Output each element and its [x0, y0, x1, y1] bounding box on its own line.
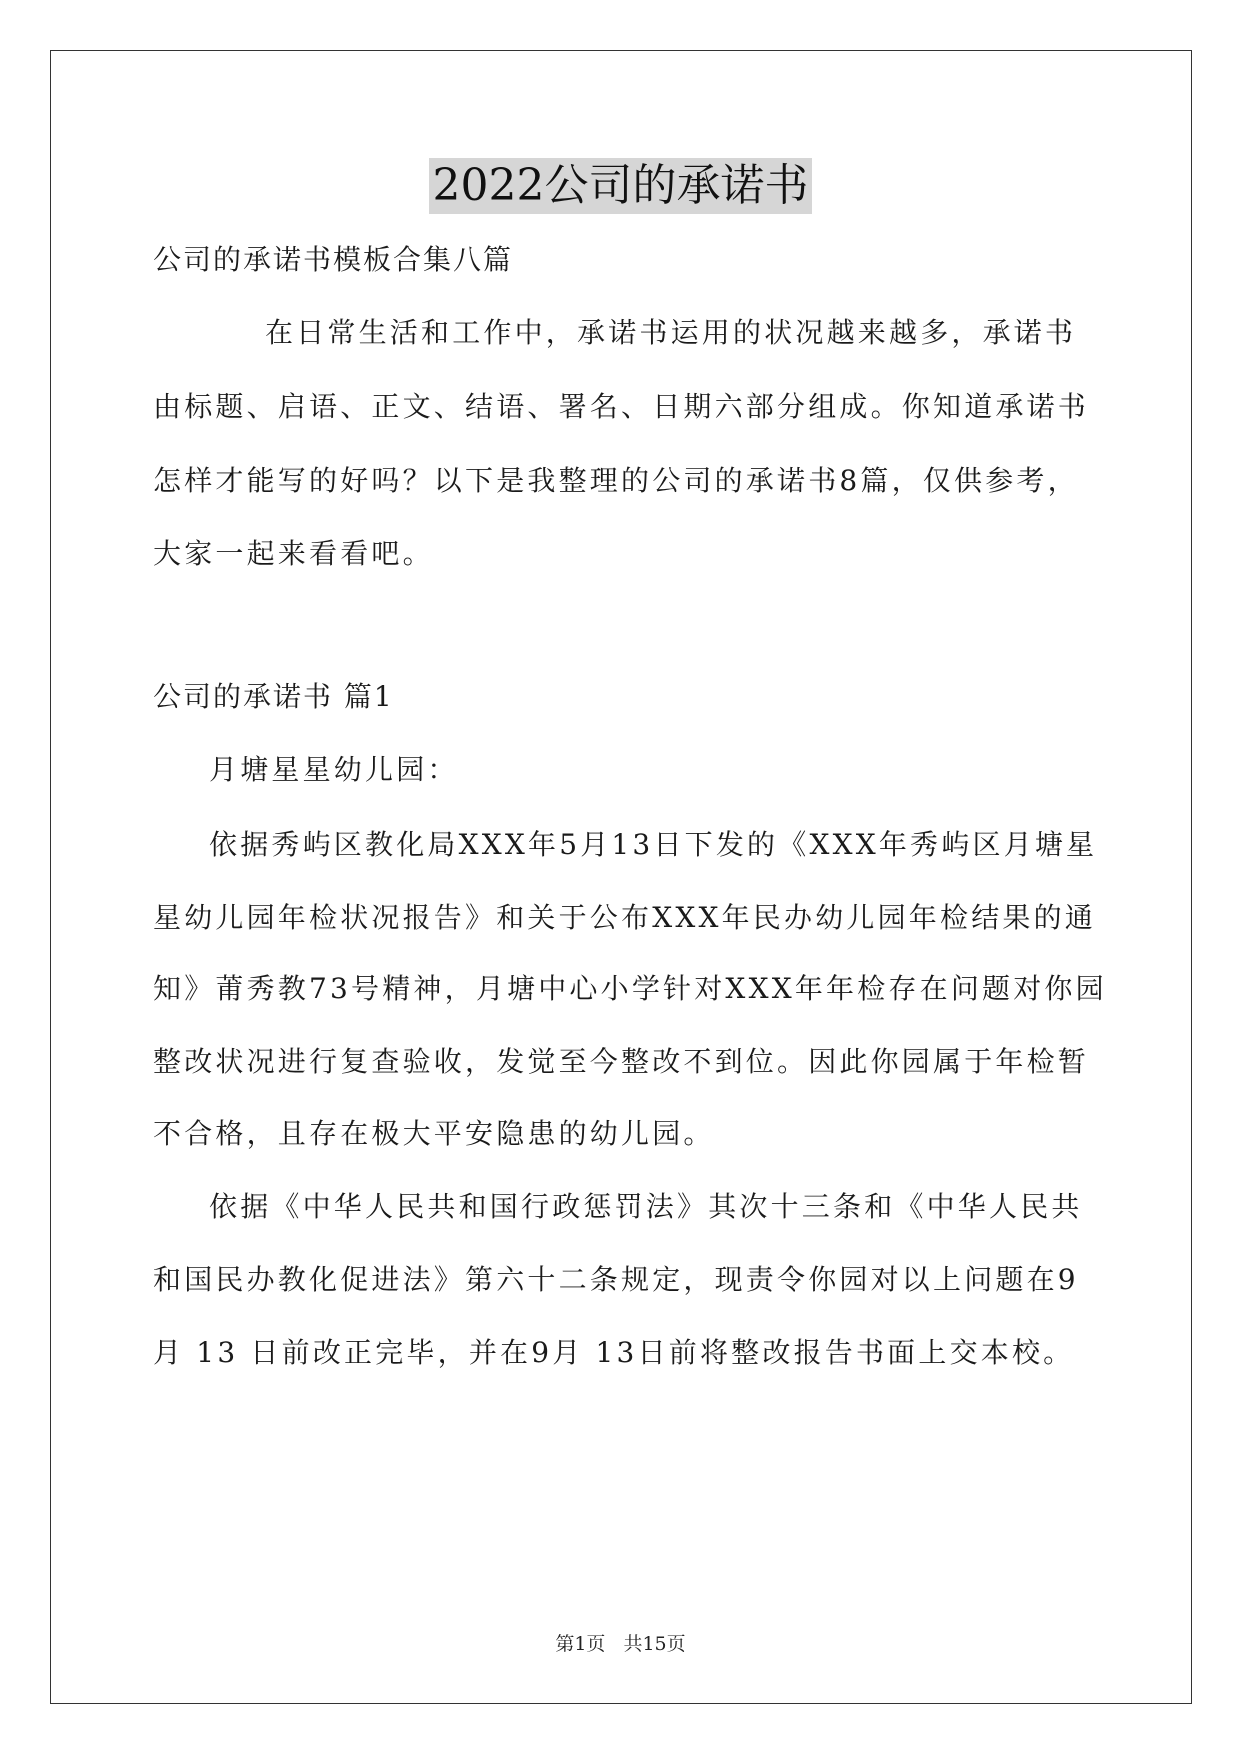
- title-container: [0, 158, 1241, 214]
- intro-line: 由标题、启语、正文、结语、署名、日期六部分组成。你知道承诺书: [153, 390, 1090, 423]
- intro-line: 在日常生活和工作中，承诺书运用的状况越来越多，承诺书: [265, 316, 1077, 349]
- document-subtitle: 公司的承诺书模板合集八篇: [153, 243, 514, 276]
- document-title: 2022公司的承诺书: [429, 158, 813, 214]
- page-number: 第1页: [555, 1633, 606, 1655]
- salutation: 月塘星星幼儿园：: [209, 753, 459, 786]
- paragraph-line: 依据《中华人民共和国行政惩罚法》其次十三条和《中华人民共: [209, 1190, 1083, 1223]
- section-heading: 公司的承诺书 篇1: [153, 680, 394, 713]
- page-total: 共15页: [623, 1633, 686, 1655]
- paragraph-line: 依据秀屿区教化局XXX年5月13日下发的《XXX年秀屿区月塘星: [209, 828, 1098, 861]
- paragraph-line: 不合格，且存在极大平安隐患的幼儿园。: [153, 1117, 715, 1150]
- page-border: [50, 50, 1192, 1704]
- intro-line: 大家一起来看看吧。: [153, 537, 434, 570]
- intro-line: 怎样才能写的好吗？以下是我整理的公司的承诺书8篇，仅供参考，: [153, 464, 1079, 497]
- paragraph-line: 星幼儿园年检状况报告》和关于公布XXX年民办幼儿园年检结果的通: [153, 901, 1097, 934]
- paragraph-line: 和国民办教化促进法》第六十二条规定，现责令你园对以上问题在9: [153, 1263, 1079, 1296]
- paragraph-line: 月 13 日前改正完毕，并在9月 13日前将整改报告书面上交本校。: [153, 1336, 1075, 1369]
- paragraph-line: 整改状况进行复查验收，发觉至今整改不到位。因此你园属于年检暂: [153, 1045, 1090, 1078]
- paragraph-line: 知》莆秀教73号精神，月塘中心小学针对XXX年年检存在问题对你园: [153, 972, 1107, 1005]
- page-footer: [0, 1632, 1241, 1656]
